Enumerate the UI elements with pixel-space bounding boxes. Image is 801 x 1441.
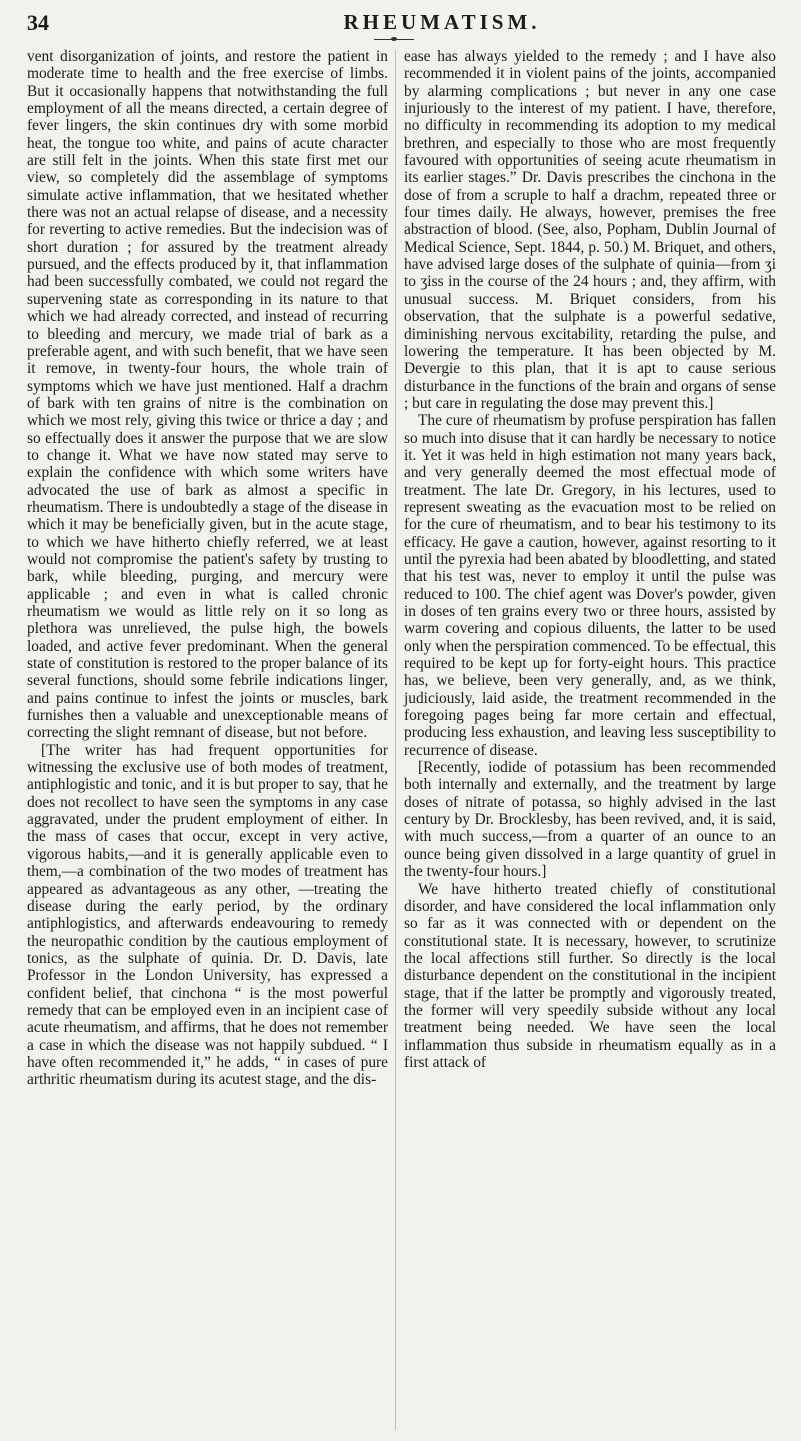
- left-paragraph-1: vent disorganization of joints, and restore the patient in moderate time to health and the free exercise of limbs. But it occasionally happens that notwithstanding the full employment of all the means directed, a certain degree of fever lingers, the skin continues dry with some morbid heat, the tongue too white, and pains of acute character are still felt in the joints. When this state first met our view, so completely did the assemblage of symptoms simulate active inflammation, that we hesitated whether there was not an actual relapse of disease, and a necessity for reverting to active remedies. But the indecision was of short duration ; for assured by the treatment already pursued, and the effects produced by it, that inflammation had been successfully combated, we could not regard the supervening state as corresponding in its nature to that which we had already corrected, and instead of recurring to bleeding and mercury, we made trial of bark as a preferable agent, and with such benefit, that we have seen it remove, in twenty-four hours, the whole train of symptoms which we have just mentioned. Half a drachm of bark with ten grains of nitre is the combination on which we most rely, giving this twice or thrice a day ; and so effectually does it answer the purpose that we are slow to change it. What we have now stated may serve to explain the confidence with which some writers have advocated the use of bark as almost a specific in rheumatism. There is undoubtedly a stage of the disease in which it may be beneficially given, but in the acute stage, to which we have hitherto chiefly referred, we at least would not compromise the patient's safety by trusting to bark, while bleeding, purging, and mercury were applicable ; and even in what is called chronic rheumatism we would as little rely on it so long as plethora was unrelieved, the pulse high, the bowels loaded, and active fever predominant. When the general state of constitution is restored to the proper balance of its several functions, should some febrile indications linger, and pains continue to infest the joints or muscles, bark furnishes then a valuable and unexceptionable means of correcting the slight remnant of disease, but not before.: [27, 48, 388, 742]
- right-paragraph-2: The cure of rheumatism by profuse perspiration has fallen so much into disuse that it can hardly be necessary to notice it. Yet it was held in high estimation not many years back, and very generally deemed the most effectual mode of treatment. The late Dr. Gregory, in his lectures, used to represent sweating as the evacuation most to be relied on for the cure of rheumatism, and to bear his testimony to its efficacy. He gave a caution, however, against resorting to it until the pyrexia had been abated by bloodletting, and stated that his test was, never to employ it until the pulse was reduced to 100. The chief agent was Dover's powder, given in doses of ten grains every two or three hours, assisted by warm covering and copious diluents, the latter to be used only when the perspiration commenced. To be effectual, this required to be kept up for forty-eight hours. This practice has, we believe, been very generally, and, as we think, judiciously, laid aside, the treatment recommended in the foregoing pages being far more certain and effectual, producing less exhaustion, and leaving less susceptibility to recurrence of disease.: [404, 412, 776, 759]
- page-number: 34: [27, 10, 49, 35]
- column-divider: [395, 50, 396, 1430]
- left-paragraph-2: [The writer has had frequent opportunities for witnessing the exclusive use of both modes of treatment, antiphlogistic and tonic, and it is but proper to say, that he does not recollect to have seen the symptoms in any case aggravated, under the prudent employment of either. In the mass of cases that occur, except in very active, vigorous habits,—and it is generally applicable even to them,—a combination of the two modes of treatment has appeared as advantageous as any other, —treating the disease during the early period, by the ordinary antiphlogistics, and afterwards endeavouring to remedy the neuropathic condition by the cautious employment of tonics, as the sulphate of quinia. Dr. D. Davis, late Professor in the London University, has expressed a confident belief, that cinchona “ is the most powerful remedy that can be employed even in an incipient case of acute rheumatism, and affirms, that he does not remember a case in which the disease was not happily subdued. “ I have often recommended it,” he adds, “ in cases of pure arthritic rheumatism during its acutest stage, and the dis-: [27, 741, 388, 1089]
- right-paragraph-1: ease has always yielded to the remedy ; and I have also recommended it in violent pains of the joints, accompanied by alarming complications ; but never in any one case injuriously to the interest of my patient. I have, therefore, no difficulty in recommending its adoption to my medical brethren, and especially to those who are most frequently favoured with opportunities of seeing acute rheumatism in its earlier stages.” Dr. Davis prescribes the cinchona in the dose of from a scruple to half a drachm, repeated three or four times daily. He always, however, premises the free abstraction of blood. (See, also, Popham, Dublin Journal of Medical Science, Sept. 1844, p. 50.) M. Briquet, and others, have advised large doses of the sulphate of quinia—from ʒi to ʒiss in the course of the 24 hours ; and, they affirm, with unusual success. M. Briquet considers, from his observation, that the sulphate is a powerful sedative, diminishing nervous excitability, retarding the pulse, and lowering the temperature. It has been objected by M. Devergie to this plan, that it is apt to cause serious disturbance in the functions of the brain and organs of sense ; but care in regulating the dose may prevent this.]: [404, 48, 776, 412]
- right-paragraph-3: [Recently, iodide of potassium has been recommended both internally and externally, and the treatment by large doses of nitrate of potassa, so highly advised in the last century by Dr. Brocklesby, has been revived, and, it is said, with much success,—from a quarter of an ounce to an ounce being given dissolved in a large quantity of gruel in the twenty-four hours.]: [404, 759, 776, 881]
- left-column: [27, 48, 388, 1089]
- right-column: [404, 48, 776, 1071]
- page-header: [27, 10, 787, 40]
- running-title: RHEUMATISM.: [343, 10, 541, 34]
- header-ornament-rule: [374, 39, 414, 43]
- right-paragraph-4: We have hitherto treated chiefly of constitutional disorder, and have considered the local inflammation only so far as it was connected with or dependent on the constitutional state. It is necessary, however, to scrutinize the local affections still further. So directly is the local disturbance dependent on the constitutional in the incipient stage, that if the latter be promptly and vigorously treated, the former will very speedily subside without any local treatment being needed. We have seen the local inflammation thus subside in rheumatism equally as in a first attack of: [404, 880, 776, 1071]
